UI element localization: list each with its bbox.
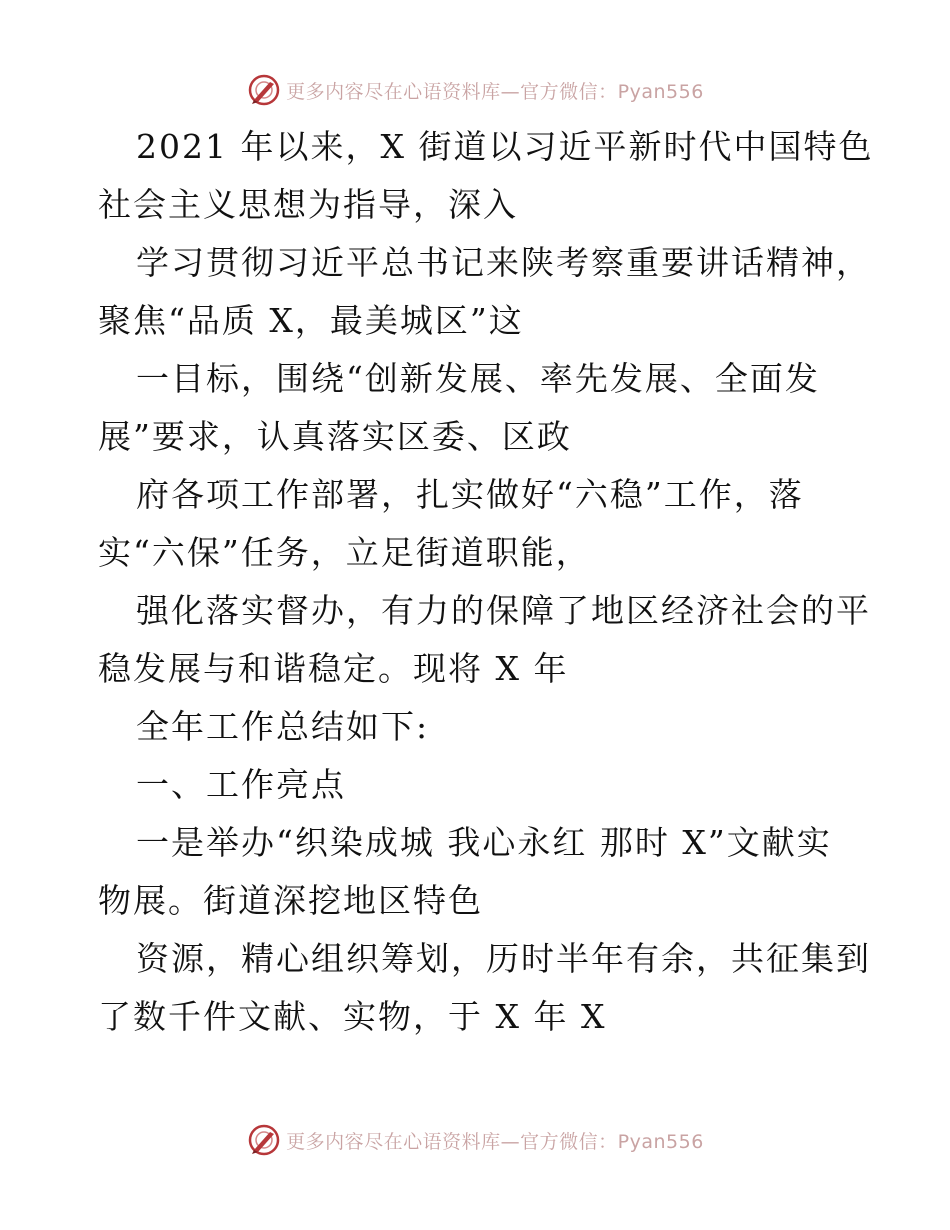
footer-watermark bbox=[0, 1120, 950, 1160]
section-heading: 一、工作亮点 bbox=[136, 765, 346, 804]
body-line: 聚焦“品质 X，最美城区”这 bbox=[98, 301, 524, 340]
watermark-text: 更多内容尽在心语资料库—官方微信：Pyan556 bbox=[286, 80, 704, 103]
body-line: 物展。街道深挖地区特色 bbox=[98, 881, 483, 920]
body-line: 了数千件文献、实物，于 X 年 X bbox=[98, 997, 607, 1036]
body-line: 实“六保”任务，立足街道职能， bbox=[98, 533, 591, 572]
header-watermark bbox=[0, 70, 950, 110]
watermark-text: 更多内容尽在心语资料库—官方微信：Pyan556 bbox=[286, 1130, 704, 1153]
body-line: 社会主义思想为指导，深入 bbox=[98, 185, 518, 224]
body-line: 展”要求，认真落实区委、区政 bbox=[98, 417, 572, 456]
body-line: 府各项工作部署，扎实做好“六稳”工作，落 bbox=[136, 475, 804, 514]
body-line: 稳发展与和谐稳定。现将 X 年 bbox=[98, 649, 569, 688]
body-line: 全年工作总结如下: bbox=[136, 707, 430, 746]
body-line: 一是举办“织染成城 我心永红 那时 X”文献实 bbox=[136, 823, 832, 862]
body-line: 一目标，围绕“创新发展、率先发展、全面发 bbox=[136, 359, 820, 398]
pen-circle-logo-icon bbox=[246, 72, 282, 108]
body-line: 资源，精心组织筹划，历时半年有余，共征集到 bbox=[136, 939, 871, 978]
body-line: 2021 年以来，X 街道以习近平新时代中国特色 bbox=[136, 127, 874, 166]
body-line: 强化落实督办，有力的保障了地区经济社会的平 bbox=[136, 591, 871, 630]
pen-circle-logo-icon bbox=[246, 1122, 282, 1158]
body-line: 学习贯彻习近平总书记来陕考察重要讲话精神， bbox=[136, 243, 871, 282]
